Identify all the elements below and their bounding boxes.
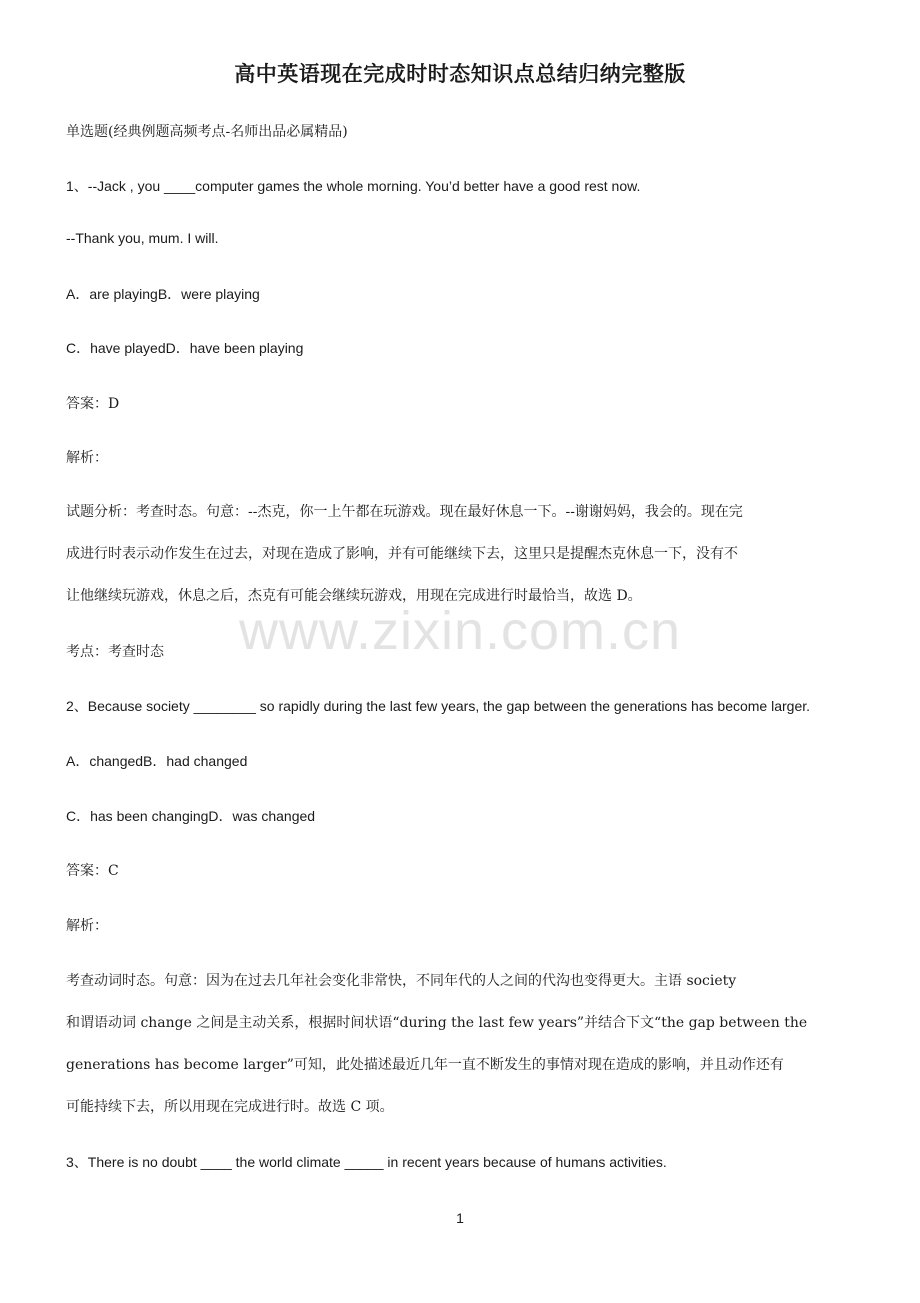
page-number: 1 [456, 1210, 464, 1226]
section-label: 单选题(经典例题高频考点-名师出品必属精品) [66, 124, 348, 140]
analysis-line: 让他继续玩游戏，休息之后，杰克有可能会继续玩游戏，用现在完成进行时最恰当，故选 D。 [66, 588, 642, 604]
question-3-stem: 3、There is no doubt ____ the world climate _____ in recent years because of humans activities. [66, 1154, 667, 1170]
watermark: www.zixin.com.cn [238, 601, 682, 661]
question-2-options-cd: C．has been changingD．was changed [66, 808, 316, 824]
analysis-line: 考查动词时态。句意：因为在过去几年社会变化非常快，不同年代的人之间的代沟也变得更大。主语 society [66, 973, 737, 989]
analysis-line: 和谓语动词 change 之间是主动关系，根据时间状语“during the last few years”并结合下文“the gap between the [66, 1015, 808, 1031]
analysis-line: 成进行时表示动作发生在过去，对现在造成了影响，并有可能继续下去，这里只是提醒杰克休息一下，没有不 [66, 546, 738, 562]
analysis-line: generations has become larger”可知，此处描述最近几年一直不断发生的事情对现在造成的影响，并且动作还有 [66, 1057, 784, 1073]
question-1-options-ab: A．are playingB．were playing [66, 286, 260, 302]
question-2-answer: 答案：C [66, 863, 119, 879]
analysis-line: 可能持续下去，所以用现在完成进行时。故选 C 项。 [66, 1099, 394, 1115]
question-1-answer: 答案：D [66, 396, 120, 412]
question-1-options-cd: C．have playedD．have been playing [66, 340, 304, 356]
question-2-analysis-label: 解析： [66, 918, 108, 934]
analysis-line: 试题分析：考查时态。句意：--杰克，你一上午都在玩游戏。现在最好休息一下。--谢谢妈妈，我会的。现在完 [66, 504, 743, 520]
document-title: 高中英语现在完成时时态知识点总结归纳完整版 [234, 61, 686, 86]
question-2-options-ab: A．changedB．had changed [66, 753, 248, 769]
question-1-analysis-label: 解析： [66, 450, 108, 466]
question-2-stem: 2、Because society ________ so rapidly during the last few years, the gap between the generations has become larger. [66, 698, 811, 714]
question-1-point: 考点：考查时态 [66, 644, 164, 660]
question-1-reply: --Thank you, mum. I will. [66, 230, 219, 246]
question-1-stem: 1、--Jack , you ____computer games the whole morning. You’d better have a good rest now. [66, 178, 641, 194]
